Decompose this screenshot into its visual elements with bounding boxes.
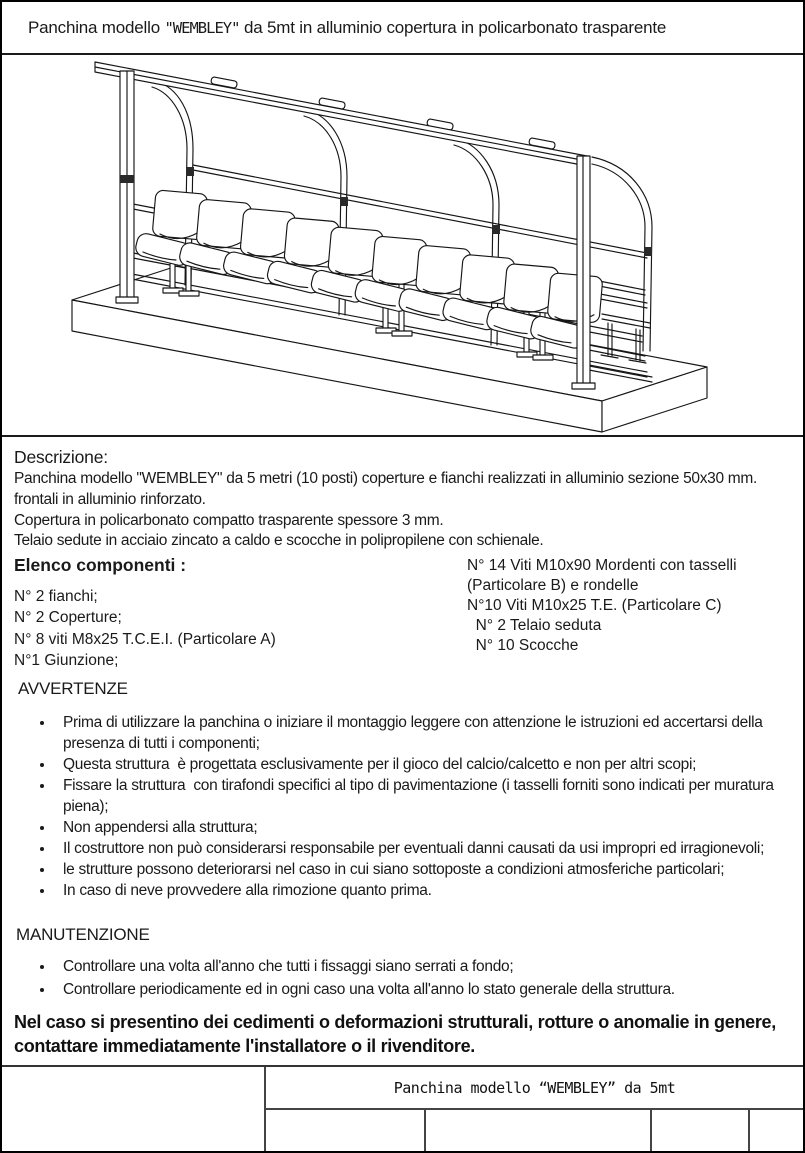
component-item: N° 14 Viti M10x90 Mordenti con tasselli (Particolare B) e rondelle xyxy=(467,557,741,594)
warning-item: • Fissare la struttura con tirafondi specifici al tipo di pavimentazione (i tasselli forniti sono indicati per muratura piena); xyxy=(55,775,789,817)
description-line: frontali in alluminio rinforzato. xyxy=(14,490,206,508)
bench-technical-drawing xyxy=(2,57,803,437)
warning-item: • le strutture possono deteriorarsi nel caso in cui siano sottoposte a condizioni atmosferiche particolari; xyxy=(55,859,789,880)
warning-item: • Questa struttura è progettata esclusivamente per il gioco del calcio/calcetto e non per altri scopi; xyxy=(55,754,789,775)
component-item: N° 2 Coperture; xyxy=(14,609,122,627)
components-list-right xyxy=(467,556,777,656)
component-item: N°1 Giunzione; xyxy=(14,651,119,669)
warning-item: • Non appendersi alla struttura; xyxy=(55,817,789,838)
section-warnings xyxy=(2,674,803,901)
component-item: N° 8 viti M8x25 T.C.E.I. (Particolare A) xyxy=(14,630,276,648)
title-block-cell xyxy=(266,1110,424,1153)
warning-item: • In caso di neve provvedere alla rimozione quanto prima. xyxy=(55,880,789,901)
title-block xyxy=(2,1065,803,1153)
section-description xyxy=(2,441,803,552)
title-block-cell xyxy=(748,1110,803,1153)
description-line: Panchina modello "WEMBLEY" da 5 metri (10 posti) coperture e fianchi realizzati in alluminio sezione 50x30 mm. xyxy=(14,470,758,487)
title-block-cell xyxy=(424,1110,650,1153)
component-item: N° 2 fianchi; xyxy=(14,588,98,605)
description-heading: Descrizione: xyxy=(14,447,108,467)
description-line: Telaio sedute in acciaio zincato a caldo e scocche in polipropilene con schienale. xyxy=(14,532,544,550)
page-title-model: "WEMBLEY" xyxy=(164,18,240,37)
component-item: N°10 Viti M10x25 T.E. (Particolare C) xyxy=(467,597,722,614)
description-lines xyxy=(14,469,793,552)
component-item: N° 10 Scocche xyxy=(467,637,579,654)
structural-damage-notice: Nel caso si presentino dei cedimenti o deformazioni strutturali, rotture o anomalie in genere, contattare immediatamente l'installatore o il rivenditore. xyxy=(14,1012,776,1056)
maintenance-heading: MANUTENZIONE xyxy=(16,925,150,944)
components-heading: Elenco componenti : xyxy=(14,555,187,575)
roof-beam xyxy=(95,62,587,166)
title-block-cells xyxy=(266,1110,803,1153)
maintenance-list xyxy=(16,955,789,1001)
warnings-list xyxy=(18,712,789,901)
component-item: N° 2 Telaio seduta xyxy=(467,617,602,634)
title-block-cell xyxy=(650,1110,748,1153)
page-title xyxy=(2,2,803,55)
warnings-heading: AVVERTENZE xyxy=(18,679,128,698)
title-block-title: Panchina modello “WEMBLEY” da 5mt xyxy=(266,1067,803,1110)
section-maintenance xyxy=(2,916,803,1001)
maintenance-item: • Controllare periodicamente ed in ogni caso una volta all'anno lo stato generale della struttura. xyxy=(55,978,789,1001)
side-frame-left xyxy=(116,71,138,303)
page-title-suffix: da 5mt in alluminio copertura in policarbonato trasparente xyxy=(239,17,667,37)
description-line: Copertura in policarbonato compatto trasparente spessore 3 mm. xyxy=(14,511,444,529)
title-block-right xyxy=(264,1067,803,1153)
maintenance-item: • Controllare una volta all'anno che tutti i fissaggi siano serrati a fondo; xyxy=(55,955,789,978)
section-components xyxy=(2,550,803,671)
warning-item: • Il costruttore non può considerarsi responsabile per eventuali danni causati da usi impropri ed irragionevoli; xyxy=(55,838,789,859)
page-title-prefix: Panchina modello xyxy=(28,17,165,37)
warning-item: • Prima di utilizzare la panchina o iniziare il montaggio leggere con attenzione le istruzioni ed accertarsi della presenza di tutti i componenti; xyxy=(55,712,789,754)
